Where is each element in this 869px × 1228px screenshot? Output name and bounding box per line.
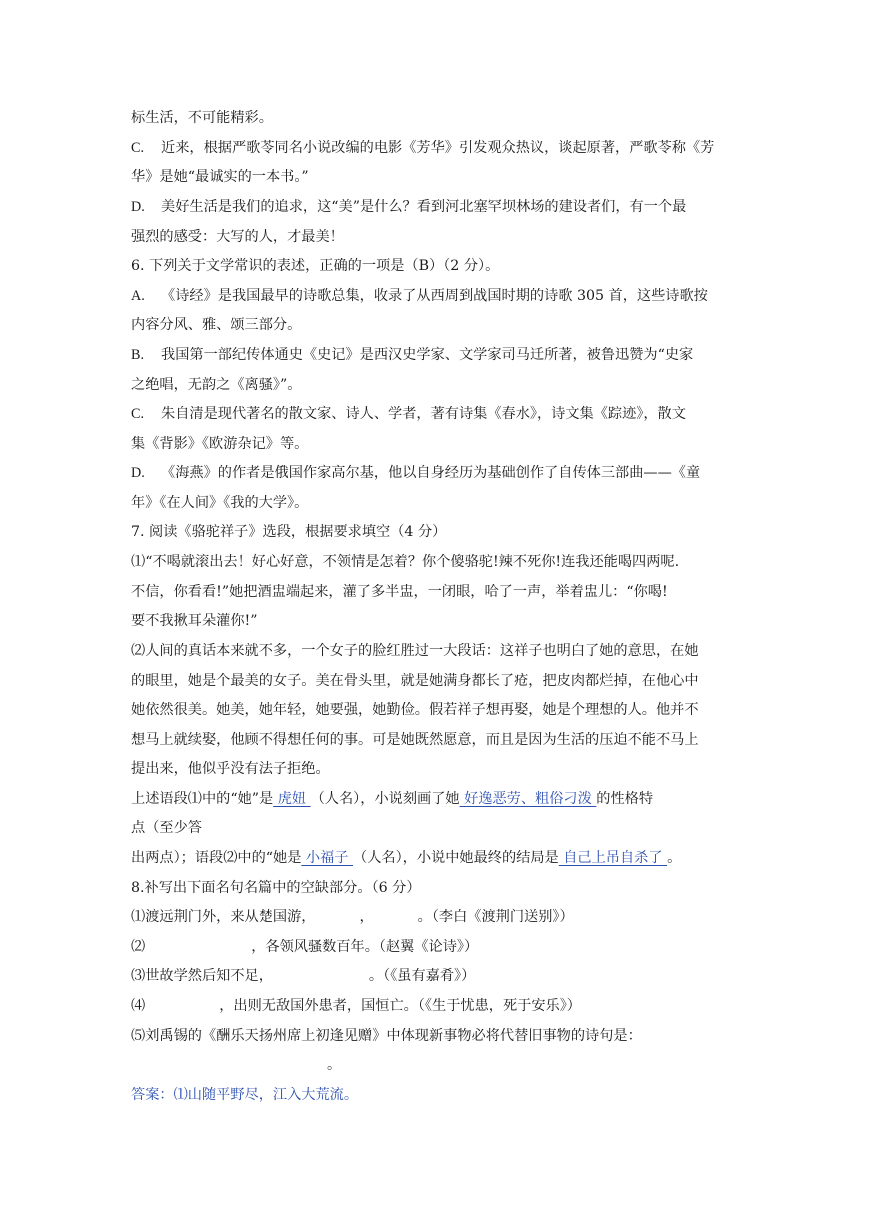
blank-field[interactable] [131,1054,327,1076]
line-text: 不信，你看看!”她把酒盅端起来，灌了多半盅，一闭眼，哈了一声，举着盅儿：“你喝! [131,584,668,600]
line-text: 年》《在人间》《我的大学》。 [131,495,309,511]
line-text: 《诗经》是我国最早的诗歌总集，收录了从西周到战国时期的诗歌 305 首，这些诗歌按 [161,288,708,304]
question-8-heading [131,877,744,899]
line-text: 的眼里，她是个最美的女子。美在骨头里，就是她满身都长了疮，把皮肉都烂掉，在他心中 [131,673,699,689]
line-text: 标生活，不可能精彩。 [131,110,273,126]
passage-line [131,551,744,573]
answer-line-2 [131,847,744,869]
line-text: 。（《虽有嘉肴》） [368,968,476,984]
line-text: 想马上就续娶，他顾不得想任何的事。可是她既然愿意，而且是因为生活的压迫不能不马上 [131,732,699,748]
option-letter: B. [131,347,145,363]
fill-in-line-6 [131,1054,744,1076]
question-6-heading [131,255,744,277]
text-line [131,374,744,396]
text-line [131,314,744,336]
blank-field[interactable] [145,936,251,958]
line-text: 朱自清是现代著名的散文家、诗人、学者，著有诗集《春水》，诗文集《踪迹》，散文 [161,406,686,422]
line-text: 近来，根据严歌苓同名小说改编的电影《芳华》引发观众热议，谈起原著，严歌苓称《芳 [161,140,715,156]
line-text: ⑷ [131,998,146,1014]
text-line [131,433,744,455]
line-text: ， [359,909,374,925]
line-text: 她依然很美。她美，她年轻，她要强，她勤俭。假若祥子想再娶，她是个理想的人。他并不 [131,702,699,718]
line-text: 。（李白《渡荆门送别》） [417,909,574,925]
text-line [131,166,744,188]
line-text: 我国第一部纪传体通史《史记》是西汉史学家、文学家司马迁所著，被鲁迅赞为“史家 [161,347,694,363]
line-text: 8.补写出下面名句名篇中的空缺部分。（6 分） [131,880,421,896]
line-text: 强烈的感受：大写的人，才最美！ [131,229,344,245]
text-line [131,107,744,129]
line-text: ，出则无敌国外患者，国恒亡。（《生于忧患，死于安乐》） [219,998,581,1014]
line-text: 内容分风、雅、颂三部分。 [131,317,302,333]
line-text: 点（至少答 [131,820,202,836]
option-letter: C. [131,406,145,422]
option-letter: D. [131,465,145,481]
blank-field[interactable] [145,995,219,1017]
line-text: 出两点）；语段⑵中的“她是 [131,850,302,866]
line-text: ，各领风骚数百年。（赵翼《论诗》） [251,939,479,955]
passage-line [131,670,744,692]
passage-line [131,729,744,751]
line-text: ⑴渡远荆门外，来从楚国游， [131,909,316,925]
option-c-line [131,403,744,425]
line-text: 要不我揪耳朵灌你!” [131,613,258,629]
option-c-line [131,137,744,159]
text-line [131,817,744,839]
option-b-line [131,344,744,366]
blank-field[interactable] [273,965,369,987]
line-text: 美好生活是我们的追求，这“美”是什么？看到河北塞罕坝林场的建设者们，有一个最 [161,199,687,215]
answer-name-2: 小福子 [301,850,353,866]
option-a-line [131,285,744,307]
line-text: 的性格特 [596,791,654,807]
line-text: ⑵人间的真话本来就不多，一个女子的脸红胜过一大段话：这祥子也明白了她的意思，在她 [131,643,699,659]
option-letter: C. [131,140,145,156]
option-letter: A. [131,288,145,304]
line-text: ⑴“不喝就滚出去！好心好意，不领情是怎着？你个傻骆驼!辣不死你!连我还能喝四两呢. [131,554,680,570]
fill-in-line-4 [131,995,744,1017]
option-d-line [131,462,744,484]
answer-line-1 [131,788,744,810]
line-text: （人名），小说中她最终的结局是 [353,850,559,866]
line-text: 集《背影》《欧游杂记》等。 [131,436,309,452]
question-7-heading [131,521,744,543]
passage-line [131,581,744,603]
blank-field[interactable] [315,906,359,928]
answer-name-1: 虎妞 [273,791,311,807]
fill-in-line-3 [131,965,744,987]
line-text: 提出来，他似乎没有法子拒绝。 [131,761,330,777]
line-text: 华》是她“最诚实的一本书。” [131,169,309,185]
answer-key-line [131,1084,744,1106]
answer-traits: 好逸恶劳、粗俗刁泼 [459,791,597,807]
option-letter: D. [131,199,145,215]
line-text: 《海燕》的作者是俄国作家高尔基，他以自身经历为基础创作了自传体三部曲——《童 [161,465,701,481]
passage-line [131,758,744,780]
fill-in-line-2 [131,936,744,958]
line-text: 之绝唱，无韵之《离骚》”。 [131,377,302,393]
line-text: 答案：⑴山随平野尽，江入大荒流。 [131,1087,359,1103]
line-text: 7. 阅读《骆驼祥子》选段，根据要求填空（4 分） [131,524,447,540]
line-text: ⑶世故学然后知不足， [131,968,273,984]
answer-ending: 自己上吊自杀了 [558,850,668,866]
passage-line [131,640,744,662]
line-text: ⑵ [131,939,146,955]
option-d-line [131,196,744,218]
fill-in-line-5 [131,1025,744,1047]
line-text: ⑸刘禹锡的《酬乐天扬州席上初逢见赠》中体现新事物必将代替旧事物的诗句是： [131,1028,642,1044]
line-text: 6. 下列关于文学常识的表述，正确的一项是（B）（2 分）。 [131,258,500,274]
blank-field[interactable] [374,906,418,928]
text-line [131,492,744,514]
fill-in-line-1 [131,906,744,928]
passage-line [131,699,744,721]
text-line [131,226,744,248]
line-text: 。 [327,1057,342,1073]
line-text: 。 [667,850,682,866]
line-text: （人名），小说刻画了她 [310,791,460,807]
line-text: 上述语段⑴中的“她”是 [131,791,274,807]
passage-line [131,610,744,632]
